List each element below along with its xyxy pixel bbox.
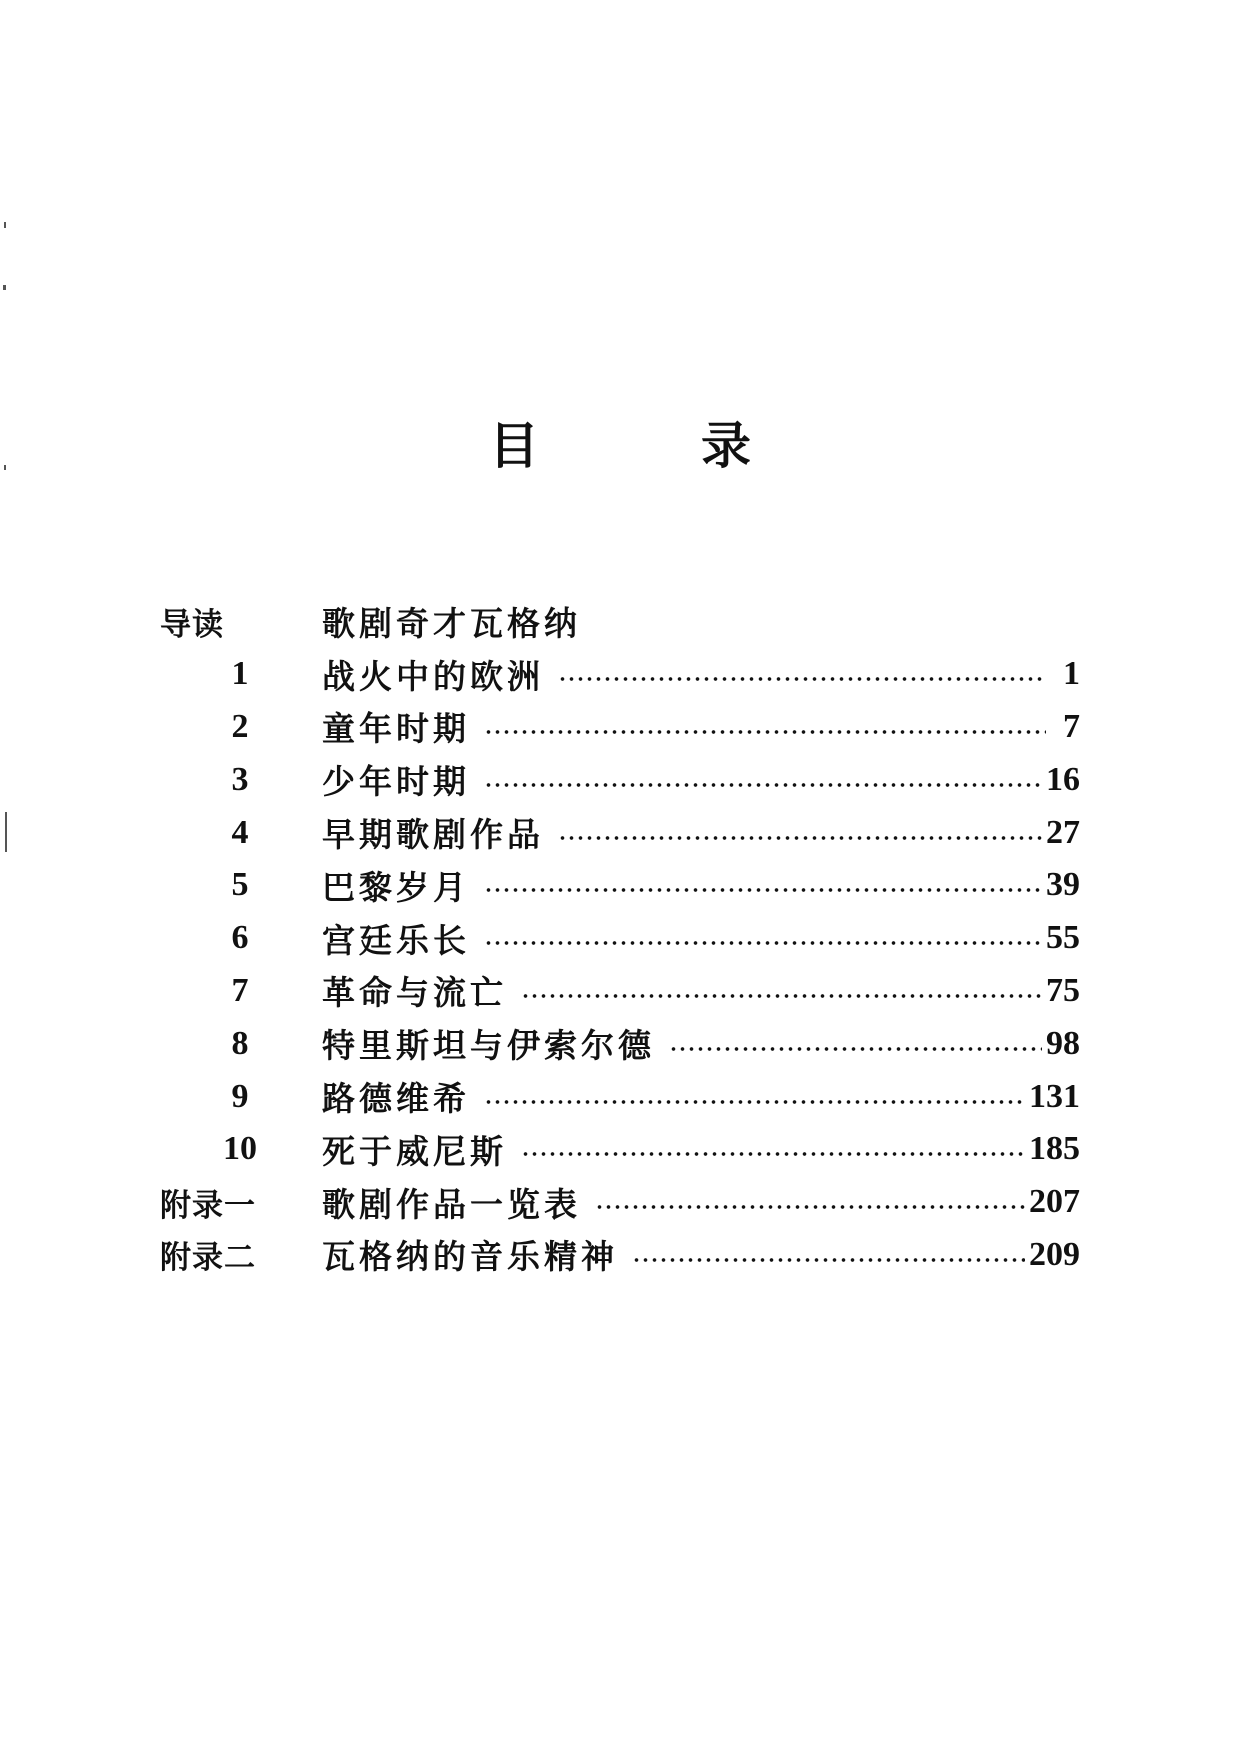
toc-entry-page: 7 [1063, 707, 1080, 745]
dot-leader [484, 730, 1046, 734]
toc-entry-title: 特里斯坦与伊索尔德 [322, 1026, 655, 1066]
toc-entry [160, 701, 1080, 754]
scan-speck [5, 812, 7, 852]
toc-entry-number: 8 [231, 1024, 249, 1062]
toc-entry-number: 附录二 [160, 1240, 256, 1277]
toc-entry-page: 27 [1046, 813, 1080, 851]
toc-entry-title: 少年时期 [322, 762, 470, 802]
toc-entry-page: 185 [1029, 1130, 1080, 1168]
toc-entry-number: 6 [231, 919, 249, 957]
toc-entry-page: 16 [1046, 760, 1080, 798]
toc-entry [160, 859, 1080, 912]
toc-entry [160, 1017, 1080, 1070]
toc-entry [160, 1070, 1080, 1123]
toc-entry-page: 1 [1063, 655, 1080, 693]
toc-entry-title: 瓦格纳的音乐精神 [322, 1237, 618, 1277]
toc-entry [160, 648, 1080, 701]
toc-entry-page: 131 [1029, 1077, 1080, 1115]
dot-leader [484, 783, 1042, 787]
dot-leader [595, 1205, 1025, 1209]
toc-entry-title: 战火中的欧洲 [322, 656, 544, 696]
dot-leader [521, 1152, 1025, 1156]
dot-leader [632, 1258, 1025, 1262]
toc-entry-number: 7 [231, 971, 249, 1009]
toc-entry-page: 39 [1046, 866, 1080, 904]
toc-entry-page: 55 [1046, 919, 1080, 957]
toc-entry [160, 1123, 1080, 1176]
toc-entry-title: 死于威尼斯 [322, 1131, 507, 1171]
toc-entry [160, 806, 1080, 859]
toc-entry-title: 童年时期 [322, 709, 470, 749]
page-title: 目 录 [489, 416, 807, 475]
toc-entry-title: 早期歌剧作品 [322, 815, 544, 855]
toc-entry [160, 753, 1080, 806]
toc-entry [160, 1229, 1080, 1282]
toc-entry [160, 595, 1080, 648]
dot-leader [669, 1047, 1042, 1051]
toc-entry-title: 歌剧作品一览表 [322, 1184, 581, 1224]
toc-entry-number: 导读 [160, 606, 224, 643]
toc-entry-title: 路德维希 [322, 1079, 470, 1119]
toc-entry-number: 9 [231, 1077, 249, 1115]
table-of-contents [160, 595, 1080, 1281]
toc-entry-title: 巴黎岁月 [322, 867, 470, 907]
toc-entry-number: 附录一 [160, 1187, 256, 1224]
toc-entry-number: 5 [231, 866, 249, 904]
toc-entry-number: 4 [231, 813, 249, 851]
scan-speck [4, 222, 6, 228]
toc-entry-title: 歌剧奇才瓦格纳 [322, 603, 581, 643]
toc-entry [160, 1176, 1080, 1229]
dot-leader [558, 836, 1042, 840]
toc-entry-page: 75 [1046, 971, 1080, 1009]
toc-entry-number: 10 [223, 1130, 257, 1168]
dot-leader [484, 1100, 1025, 1104]
toc-entry-number: 2 [231, 707, 249, 745]
toc-entry-title: 革命与流亡 [322, 973, 507, 1013]
toc-entry [160, 912, 1080, 965]
toc-entry-page: 98 [1046, 1024, 1080, 1062]
toc-entry-title: 宫廷乐长 [322, 920, 470, 960]
dot-leader [521, 994, 1042, 998]
toc-entry-page: 209 [1029, 1235, 1080, 1273]
dot-leader [484, 941, 1042, 945]
dot-leader [558, 677, 1046, 681]
dot-leader [484, 888, 1042, 892]
toc-entry-number: 3 [231, 760, 249, 798]
scan-speck [3, 285, 6, 290]
toc-entry [160, 965, 1080, 1018]
toc-entry-page: 207 [1029, 1183, 1080, 1221]
toc-entry-number: 1 [231, 655, 249, 693]
